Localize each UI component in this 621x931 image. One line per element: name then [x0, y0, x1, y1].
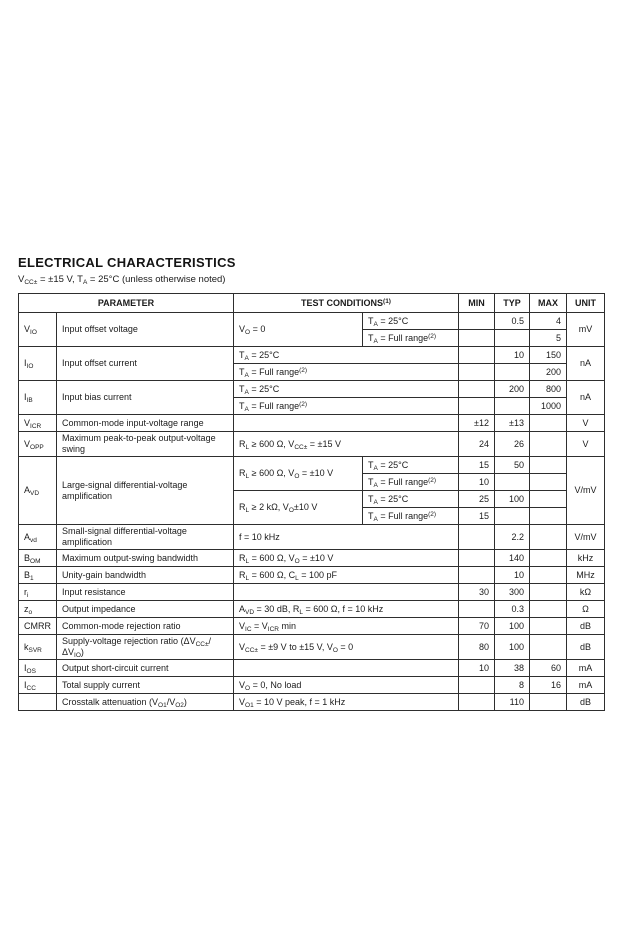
- unit-cell: nA: [567, 347, 605, 381]
- param-symbol-cell: $V_{OPP}$: [19, 432, 57, 457]
- param-symbol-cell: $B_1$: [19, 567, 57, 584]
- min-value-cell: 10: [459, 474, 495, 491]
- param-symbol-cell: $z_o$: [19, 601, 57, 618]
- test-condition-cell: $R_L \ge 2$ kΩ, $V_O\pm 10$ V: [234, 491, 363, 525]
- param-name-cell: Small-signal differential-voltage amplification: [57, 525, 234, 550]
- unit-cell: dB: [567, 618, 605, 635]
- unit-cell: mV: [567, 313, 605, 347]
- unit-cell: mA: [567, 660, 605, 677]
- typ-value-cell: 300: [495, 584, 530, 601]
- test-condition-cell: $A_{VD} = 30$ dB, $R_L = 600$ Ω, f = 10 kHz: [234, 601, 459, 618]
- test-condition-cell: $T_A = 25^\circ C$: [234, 347, 459, 364]
- max-value-cell: [530, 415, 567, 432]
- table-row: [19, 635, 605, 660]
- test-condition-cell: $R_L = 600$ Ω, $C_L = 100$ pF: [234, 567, 459, 584]
- unit-cell: Ω: [567, 601, 605, 618]
- param-symbol-cell: $I_{CC}$: [19, 677, 57, 694]
- table-row: [19, 677, 605, 694]
- param-symbol-cell: $r_i$: [19, 584, 57, 601]
- test-condition-cell: $V_{O1} = 10$ V peak, f = 1 kHz: [234, 694, 459, 711]
- test-condition-cell: f = 10 kHz: [234, 525, 459, 550]
- max-value-cell: [530, 525, 567, 550]
- max-value-cell: 16: [530, 677, 567, 694]
- typ-value-cell: ±13: [495, 415, 530, 432]
- min-value-cell: [459, 550, 495, 567]
- param-name-cell: Input bias current: [57, 381, 234, 415]
- column-header-min: MIN: [459, 294, 495, 313]
- param-symbol-cell: $I_{OS}$: [19, 660, 57, 677]
- max-value-cell: 800: [530, 381, 567, 398]
- max-value-cell: [530, 491, 567, 508]
- typ-value-cell: 2.2: [495, 525, 530, 550]
- table-row: [19, 550, 605, 567]
- max-value-cell: [530, 584, 567, 601]
- electrical-characteristics-section: [18, 255, 604, 711]
- unit-cell: dB: [567, 635, 605, 660]
- unit-cell: kΩ: [567, 584, 605, 601]
- table-row: [19, 618, 605, 635]
- column-header-conds: TEST CONDITIONS$^{(1)}$: [234, 294, 459, 313]
- table-row: [19, 457, 605, 474]
- typ-value-cell: 100: [495, 635, 530, 660]
- min-value-cell: [459, 567, 495, 584]
- page-title: ELECTRICAL CHARACTERISTICS: [18, 255, 236, 270]
- param-symbol-cell: $A_{VD}$: [19, 457, 57, 525]
- min-value-cell: [459, 601, 495, 618]
- min-value-cell: 80: [459, 635, 495, 660]
- table-row: [19, 432, 605, 457]
- header-row: [19, 294, 605, 313]
- max-value-cell: [530, 618, 567, 635]
- table-row: [19, 660, 605, 677]
- min-value-cell: 15: [459, 508, 495, 525]
- test-condition-cell: $V_{CC\pm} = \pm 9$ V to ±15 V, $V_O = 0$: [234, 635, 459, 660]
- param-symbol-cell: [19, 694, 57, 711]
- test-condition-cell: $R_L \ge 600$ Ω, $V_{CC\pm} = \pm 15$ V: [234, 432, 459, 457]
- param-name-cell: Unity-gain bandwidth: [57, 567, 234, 584]
- table-row: [19, 415, 605, 432]
- typ-value-cell: 200: [495, 381, 530, 398]
- min-value-cell: 70: [459, 618, 495, 635]
- test-subcondition-cell: $T_A = 25^\circ C$: [363, 457, 459, 474]
- max-value-cell: 200: [530, 364, 567, 381]
- table-header: [19, 294, 605, 313]
- unit-cell: MHz: [567, 567, 605, 584]
- column-header-typ: TYP: [495, 294, 530, 313]
- param-symbol-cell: $I_{IO}$: [19, 347, 57, 381]
- table-row: [19, 525, 605, 550]
- typ-value-cell: 0.3: [495, 601, 530, 618]
- unit-cell: V: [567, 415, 605, 432]
- param-name-cell: Large-signal differential-voltage amplification: [57, 457, 234, 525]
- min-value-cell: 24: [459, 432, 495, 457]
- typ-value-cell: [495, 474, 530, 491]
- max-value-cell: 4: [530, 313, 567, 330]
- unit-cell: V: [567, 432, 605, 457]
- unit-cell: nA: [567, 381, 605, 415]
- min-value-cell: [459, 364, 495, 381]
- max-value-cell: 150: [530, 347, 567, 364]
- typ-value-cell: 10: [495, 567, 530, 584]
- unit-cell: dB: [567, 694, 605, 711]
- min-value-cell: [459, 694, 495, 711]
- max-value-cell: [530, 508, 567, 525]
- min-value-cell: 10: [459, 660, 495, 677]
- typ-value-cell: [495, 364, 530, 381]
- max-value-cell: [530, 567, 567, 584]
- column-header-max: MAX: [530, 294, 567, 313]
- param-name-cell: Maximum output-swing bandwidth: [57, 550, 234, 567]
- param-symbol-cell: $A_{vd}$: [19, 525, 57, 550]
- typ-value-cell: 140: [495, 550, 530, 567]
- min-value-cell: [459, 398, 495, 415]
- min-value-cell: [459, 525, 495, 550]
- min-value-cell: ±12: [459, 415, 495, 432]
- unit-cell: V/mV: [567, 457, 605, 525]
- param-name-cell: Output short-circuit current: [57, 660, 234, 677]
- max-value-cell: [530, 601, 567, 618]
- test-condition-cell: $R_L \ge 600$ Ω, $V_O = \pm 10$ V: [234, 457, 363, 491]
- param-name-cell: Crosstalk attenuation $(V_{O1}/V_{O2})$: [57, 694, 234, 711]
- param-symbol-cell: $B_{OM}$: [19, 550, 57, 567]
- test-condition-cell: $V_O = 0$, No load: [234, 677, 459, 694]
- param-symbol-cell: $I_{IB}$: [19, 381, 57, 415]
- min-value-cell: 15: [459, 457, 495, 474]
- param-name-cell: Common-mode rejection ratio: [57, 618, 234, 635]
- test-condition-cell: $T_A = 25^\circ C$: [234, 381, 459, 398]
- typ-value-cell: 10: [495, 347, 530, 364]
- test-conditions-note: $V_{CC\pm} = \pm 15$ V, $T_A = 25^\circ C$ (unless otherwise noted): [18, 274, 226, 286]
- test-condition-cell: [234, 660, 459, 677]
- typ-value-cell: 0.5: [495, 313, 530, 330]
- max-value-cell: 1000: [530, 398, 567, 415]
- param-symbol-cell: $k_{SVR}$: [19, 635, 57, 660]
- table-row: [19, 313, 605, 330]
- max-value-cell: 5: [530, 330, 567, 347]
- typ-value-cell: 100: [495, 618, 530, 635]
- param-symbol-cell: CMRR: [19, 618, 57, 635]
- param-symbol-cell: $V_{ICR}$: [19, 415, 57, 432]
- unit-cell: mA: [567, 677, 605, 694]
- param-name-cell: Maximum peak-to-peak output-voltage swing: [57, 432, 234, 457]
- electrical-characteristics-table: [18, 293, 605, 711]
- table-row: [19, 381, 605, 398]
- typ-value-cell: 8: [495, 677, 530, 694]
- test-subcondition-cell: $T_A = 25^\circ C$: [363, 491, 459, 508]
- max-value-cell: [530, 550, 567, 567]
- test-condition-cell: $R_L = 600$ Ω, $V_O = \pm 10$ V: [234, 550, 459, 567]
- typ-value-cell: [495, 398, 530, 415]
- typ-value-cell: [495, 330, 530, 347]
- param-name-cell: Common-mode input-voltage range: [57, 415, 234, 432]
- max-value-cell: [530, 635, 567, 660]
- table-body: [19, 313, 605, 711]
- test-condition-cell: $T_A$ = Full range$^{(2)}$: [234, 364, 459, 381]
- max-value-cell: [530, 694, 567, 711]
- typ-value-cell: 38: [495, 660, 530, 677]
- unit-cell: V/mV: [567, 525, 605, 550]
- param-name-cell: Input offset current: [57, 347, 234, 381]
- min-value-cell: [459, 330, 495, 347]
- typ-value-cell: 50: [495, 457, 530, 474]
- test-subcondition-cell: $T_A$ = Full range$^{(2)}$: [363, 474, 459, 491]
- max-value-cell: [530, 432, 567, 457]
- test-condition-cell: $V_O = 0$: [234, 313, 363, 347]
- min-value-cell: 30: [459, 584, 495, 601]
- test-condition-cell: $T_A$ = Full range$^{(2)}$: [234, 398, 459, 415]
- typ-value-cell: 100: [495, 491, 530, 508]
- test-condition-cell: [234, 584, 459, 601]
- column-header-param: PARAMETER: [19, 294, 234, 313]
- test-condition-cell: [234, 415, 459, 432]
- test-subcondition-cell: $T_A = 25^\circ C$: [363, 313, 459, 330]
- column-header-unit: UNIT: [567, 294, 605, 313]
- param-name-cell: Supply-voltage rejection ratio $(\Delta V_{CC\pm}/\Delta V_{IO})$: [57, 635, 234, 660]
- param-symbol-cell: $V_{IO}$: [19, 313, 57, 347]
- param-name-cell: Input resistance: [57, 584, 234, 601]
- test-subcondition-cell: $T_A$ = Full range$^{(2)}$: [363, 330, 459, 347]
- min-value-cell: [459, 347, 495, 364]
- min-value-cell: [459, 381, 495, 398]
- max-value-cell: [530, 457, 567, 474]
- table-row: [19, 584, 605, 601]
- param-name-cell: Input offset voltage: [57, 313, 234, 347]
- test-condition-cell: $V_{IC} = V_{ICR}$ min: [234, 618, 459, 635]
- max-value-cell: [530, 474, 567, 491]
- typ-value-cell: [495, 508, 530, 525]
- table-row: [19, 601, 605, 618]
- param-name-cell: Total supply current: [57, 677, 234, 694]
- min-value-cell: 25: [459, 491, 495, 508]
- test-subcondition-cell: $T_A$ = Full range$^{(2)}$: [363, 508, 459, 525]
- unit-cell: kHz: [567, 550, 605, 567]
- table-row: [19, 694, 605, 711]
- param-name-cell: Output impedance: [57, 601, 234, 618]
- min-value-cell: [459, 313, 495, 330]
- table-row: [19, 567, 605, 584]
- min-value-cell: [459, 677, 495, 694]
- table-row: [19, 347, 605, 364]
- typ-value-cell: 110: [495, 694, 530, 711]
- max-value-cell: 60: [530, 660, 567, 677]
- typ-value-cell: 26: [495, 432, 530, 457]
